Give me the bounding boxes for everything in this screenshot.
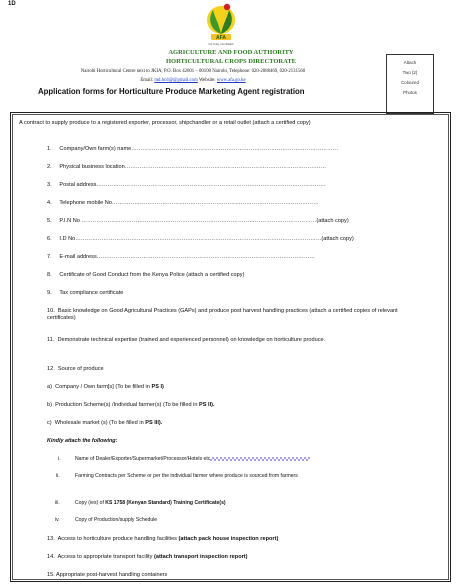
field-id-number[interactable]: 6. I.D No……………………………………………………………………………………………………………………(attach copy) [47, 236, 354, 242]
photo-box-line-2: Two (2) [402, 70, 418, 75]
item-transport-facility: 14. Access to appropriate transport facility (attach transport inspection report) [47, 554, 248, 560]
item-good-conduct: 8. Certificate of Good Conduct from the Kenya Police (attach a certified copy) [47, 272, 245, 278]
document-id: 1D [8, 1, 16, 7]
field-telephone[interactable]: 4. Telephone mobile No………………………………………………………………………………………………… [47, 200, 319, 206]
field-postal-address[interactable]: 3. Postal address…………………………………………………………………………………………………………… [47, 182, 326, 188]
item-technical-expertise: 11. Demonstrate technical expertise (trained and experienced personnel) on knowledge on horticulture produce. [47, 337, 326, 343]
org-name: AGRICULTURE AND FOOD AUTHORITY [168, 49, 294, 56]
form-title: Application forms for Horticulture Produce Marketing Agent registration [38, 87, 305, 96]
website-label: Website: [198, 78, 216, 83]
item-post-harvest-containers: 15. Appropriate post-harvest handling containers [47, 572, 168, 578]
field-company-name[interactable]: 1. Company/Own farm(s) name………………………………………………………………………………………………… [47, 146, 339, 152]
photo-box-line-3: Coloured [401, 80, 419, 85]
photo-box-line-4: Photos [403, 90, 417, 95]
email-link[interactable]: md.hcd@@gmail.com [154, 78, 198, 83]
kindly-attach-heading: Kindly attach the following: [47, 438, 118, 444]
directorate-name: HORTICULTURAL CROPS DIRECTORATE [165, 58, 297, 65]
roman-iii: iii. [55, 500, 60, 506]
email-label: Email: [140, 78, 154, 83]
intro-text: A contract to supply produce to a registered exporter, processor, shipchandler or a retail outlet (attach a certified copy) [19, 120, 311, 126]
attach-production-schedule: Copy of Production/supply Schedule [75, 517, 158, 523]
attach-ks1758: Copy (ies) of KS 1758 (Kenyan Standard) Training Certificate(s) [75, 500, 226, 506]
field-email[interactable]: 7. E-mail address……………………………………………………………………………………………………… [47, 254, 315, 260]
roman-iv: iv. [55, 517, 60, 523]
roman-ii: ii. [56, 473, 60, 479]
logo-text: AFA [216, 35, 226, 41]
item-source-of-produce: 12. Source of produce [47, 366, 104, 372]
source-own-farm: a) Company / Own farm[s] (To be filled in PS I) [47, 384, 164, 390]
source-production-scheme: b) Production Scheme(s) /Individual farmer(s) (To be filled in PS II). [47, 402, 215, 408]
address-line: Nairobi Horticultural Centre next to JKIA, P.O. Box 42601 – 00100 Nairobi, Telephone: 020-2088469, 020-2131560 [80, 69, 306, 74]
photo-box [386, 54, 434, 114]
photo-box-line-1: Attach [403, 60, 417, 65]
field-pin[interactable]: 5. P.I.N No ………………………………………………………………………………………………………………(attach copy) [47, 218, 349, 224]
source-wholesale-market: c) Wholesale market (s) (To be filled in PS III). [47, 420, 163, 426]
field-business-location[interactable]: 2. Physical business location……………………………………………………………………………………………… [47, 164, 327, 170]
attach-farming-contracts: Farming Contracts per Scheme or per the individual farmer where produce is sourced from farmers [75, 473, 298, 479]
item-tax-compliance: 9. Tax compliance certificate [47, 290, 124, 296]
website-link[interactable]: www.afa.go.ke [216, 78, 246, 83]
item-gap-knowledge: 10. Basic knowledge on Good Agricultural Practices (GAPs) and produce post harvest handling practices (attach a certified copies of relevant certificates) [47, 308, 398, 321]
contact-line [0, 78, 386, 83]
afa-logo [197, 0, 245, 48]
item-handling-facilities: 13. Access to horticulture produce handling facilities (attach pack house inspection report) [47, 536, 279, 542]
logo-tagline: For Unity, Our Wealth [208, 43, 234, 46]
attach-dealer-name: Name of Dealer/Exporter/Supermarket/Processor/Hotels etc [75, 456, 310, 463]
roman-i: i. [58, 456, 61, 462]
spellcheck-underline [210, 457, 310, 461]
